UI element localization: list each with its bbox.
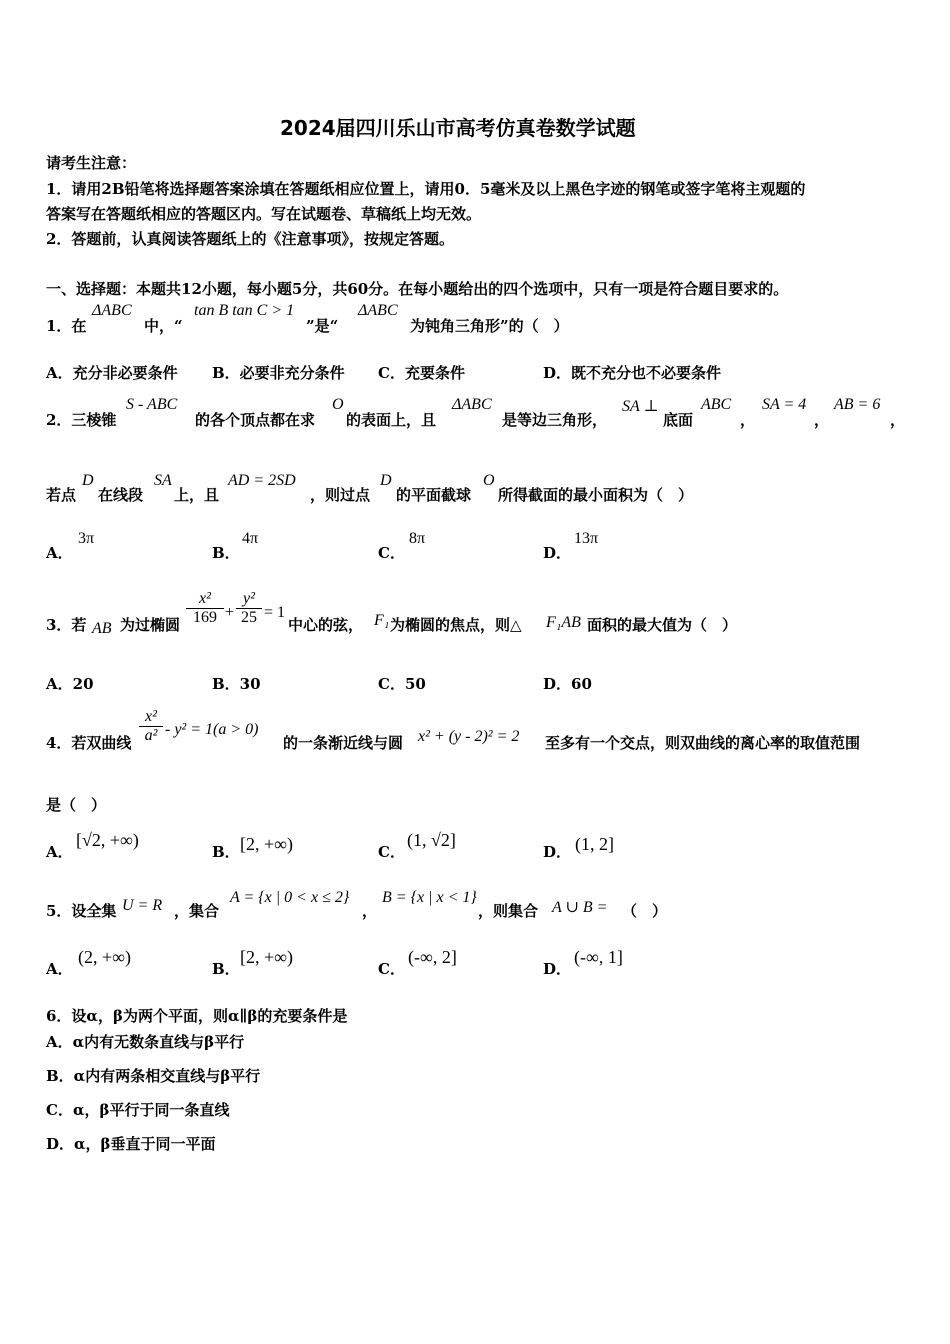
q3-text-3: 为椭圆的焦点，则△ bbox=[390, 616, 522, 634]
q2-math-o-2: O bbox=[483, 472, 495, 489]
q2-option-d-value: 13π bbox=[574, 530, 599, 547]
q4-option-b-value: [2, +∞) bbox=[240, 834, 293, 854]
q2-math-pyramid: S - ABC bbox=[126, 396, 178, 413]
q3-option-c: C．50 bbox=[378, 675, 426, 693]
notice-line-3: 2．答题前，认真阅读答题纸上的《注意事项》，按规定答题。 bbox=[46, 230, 454, 248]
q2-option-b-value: 4π bbox=[242, 530, 259, 547]
q3-text-2: 中心的弦， bbox=[288, 616, 364, 634]
q3-fraction-x bbox=[186, 590, 224, 627]
q1-option-c: C．充要条件 bbox=[378, 364, 465, 382]
q4-option-d-label: D． bbox=[543, 843, 572, 861]
q4-fraction bbox=[139, 708, 163, 745]
q2-math-abc: ABC bbox=[701, 396, 732, 413]
notice-line-2: 答案写在答题纸相应的答题区内。写在试题卷、草稿纸上均无效。 bbox=[46, 205, 482, 223]
q1-text-1: 中，“ bbox=[144, 317, 183, 335]
q2-text-1: 的各个顶点都在求 bbox=[195, 411, 316, 429]
q2-line2-f: 所得截面的最小面积为（ ） bbox=[498, 486, 694, 504]
q2-math-o: O bbox=[332, 396, 344, 413]
q2-text-4: 底面 bbox=[663, 411, 694, 429]
q4-option-b-label: B． bbox=[212, 843, 240, 861]
q4-option-a-label: A． bbox=[46, 843, 73, 861]
q6-option-b: B．α内有两条相交直线与β平行 bbox=[46, 1067, 261, 1085]
q3-math-f1ab: F₁AB bbox=[546, 614, 581, 631]
page-title: 2024届四川乐山市高考仿真卷数学试题 bbox=[280, 116, 636, 140]
q4-fraction-numerator: x² bbox=[139, 708, 163, 727]
q2-math-d-2: D bbox=[380, 472, 392, 489]
q2-option-c-label: C． bbox=[378, 544, 405, 562]
q5-text-1: ，集合 bbox=[174, 902, 220, 920]
q5-text-3: （ ） bbox=[622, 902, 668, 920]
q4-line2: 是（ ） bbox=[46, 796, 107, 814]
q2-line2-b: 在线段 bbox=[98, 486, 144, 504]
q5-comma: ， bbox=[362, 902, 378, 920]
q2-option-d-label: D． bbox=[543, 544, 572, 562]
q3-fraction-y-numerator: y² bbox=[236, 590, 262, 609]
q2-text-3: 是等边三角形， bbox=[502, 411, 608, 429]
q3-fraction-y-denominator: 25 bbox=[241, 609, 257, 626]
q3-equals: = 1 bbox=[264, 604, 286, 621]
q6-option-d: D．α，β垂直于同一平面 bbox=[46, 1135, 216, 1153]
q2-comma-3: ， bbox=[890, 411, 906, 429]
q5-option-c-value: (-∞, 2] bbox=[408, 947, 457, 967]
q1-option-b: B．必要非充分条件 bbox=[212, 364, 345, 382]
q3-fraction-x-numerator: x² bbox=[186, 590, 224, 609]
q5-math-universe: U = R bbox=[122, 897, 163, 914]
q1-prefix: 1．在 bbox=[46, 317, 87, 335]
notice-line-1: 1．请用2B铅笔将选择题答案涂填在答题纸相应位置上，请用0．5毫米及以上黑色字迹的钢笔或签字笔将主观题的 bbox=[46, 180, 806, 198]
q3-math-ab: AB bbox=[92, 620, 112, 637]
q2-math-sa: SA = 4 bbox=[762, 396, 807, 413]
q2-prefix: 2．三棱锥 bbox=[46, 411, 117, 429]
q2-math-ab: AB = 6 bbox=[834, 396, 881, 413]
q3-option-d: D．60 bbox=[543, 675, 592, 693]
q2-option-c-value: 8π bbox=[409, 530, 426, 547]
q1-math-condition: tan B tan C > 1 bbox=[194, 302, 295, 319]
q5-option-b-value: [2, +∞) bbox=[240, 947, 293, 967]
q4-math-circle: x² + (y - 2)² = 2 bbox=[418, 728, 520, 745]
q4-option-c-label: C． bbox=[378, 843, 405, 861]
q2-text-2: 的表面上，且 bbox=[346, 411, 437, 429]
q3-fraction-y bbox=[236, 590, 262, 627]
q2-line2-a: 若点 bbox=[46, 486, 77, 504]
q4-option-d-value: (1, 2] bbox=[575, 834, 614, 854]
q3-text-1: 为过椭圆 bbox=[120, 616, 181, 634]
q2-math-sa-2: SA bbox=[154, 472, 172, 489]
q5-option-c-label: C． bbox=[378, 960, 405, 978]
q3-option-a: A．20 bbox=[46, 675, 94, 693]
q5-prefix: 5．设全集 bbox=[46, 902, 117, 920]
q4-text-2: 至多有一个交点，则双曲线的离心率的取值范围 bbox=[545, 734, 861, 752]
q1-option-d: D．既不充分也不必要条件 bbox=[543, 364, 722, 382]
q4-math-hyperbola: - y² = 1(a > 0) bbox=[165, 721, 259, 738]
q5-math-set-b: B = {x | x < 1} bbox=[382, 889, 477, 906]
q4-option-a-value: [√2, +∞) bbox=[76, 830, 139, 850]
q3-text-4: 面积的最大值为（ ） bbox=[587, 616, 738, 634]
q5-option-d-label: D． bbox=[543, 960, 572, 978]
q5-math-set-a: A = {x | 0 < x ≤ 2} bbox=[230, 889, 350, 906]
q1-text-3: 为钝角三角形”的（ ） bbox=[410, 317, 569, 335]
q6-option-c: C．α，β平行于同一条直线 bbox=[46, 1101, 230, 1119]
q5-text-2: ，则集合 bbox=[478, 902, 539, 920]
q2-math-ad: AD = 2SD bbox=[228, 472, 296, 489]
q2-option-a-label: A． bbox=[46, 544, 73, 562]
q2-math-triangle: ΔABC bbox=[452, 396, 492, 413]
q5-option-b-label: B． bbox=[212, 960, 240, 978]
q4-fraction-denominator: a² bbox=[144, 727, 158, 744]
q1-text-2: ”是“ bbox=[306, 317, 339, 335]
q1-math-triangle: ΔABC bbox=[92, 302, 132, 319]
q1-math-triangle-2: ΔABC bbox=[358, 302, 398, 319]
q2-option-b-label: B． bbox=[212, 544, 240, 562]
q5-option-a-value: (2, +∞) bbox=[78, 947, 131, 967]
q2-math-perp: SA ⊥ bbox=[622, 398, 659, 415]
q4-option-c-value: (1, √2] bbox=[407, 830, 456, 850]
q2-comma-1: ， bbox=[740, 411, 756, 429]
q6-option-a: A．α内有无数条直线与β平行 bbox=[46, 1033, 245, 1051]
q2-math-d: D bbox=[82, 472, 94, 489]
notice-heading: 请考生注意： bbox=[46, 154, 137, 172]
q2-comma-2: ， bbox=[814, 411, 830, 429]
q3-plus: + bbox=[225, 604, 235, 621]
section-heading: 一、选择题：本题共12小题，每小题5分，共60分。在每小题给出的四个选项中，只有一项是符合题目要求的。 bbox=[46, 280, 789, 298]
q3-fraction-x-denominator: 169 bbox=[193, 609, 217, 626]
q2-line2-d: ，则过点 bbox=[310, 486, 371, 504]
q1-option-a: A．充分非必要条件 bbox=[46, 364, 178, 382]
q4-prefix: 4．若双曲线 bbox=[46, 734, 132, 752]
q2-line2-c: 上，且 bbox=[174, 486, 220, 504]
q5-option-a-label: A． bbox=[46, 960, 73, 978]
q2-line2-e: 的平面截球 bbox=[396, 486, 472, 504]
q4-text-1: 的一条渐近线与圆 bbox=[283, 734, 404, 752]
q3-prefix: 3．若 bbox=[46, 616, 87, 634]
q3-math-f1: F₁ bbox=[374, 612, 390, 629]
q2-option-a-value: 3π bbox=[78, 530, 95, 547]
q5-option-d-value: (-∞, 1] bbox=[574, 947, 623, 967]
q6-stem: 6．设α，β为两个平面，则α∥β的充要条件是 bbox=[46, 1007, 348, 1025]
q3-option-b: B．30 bbox=[212, 675, 261, 693]
q5-math-union: A ∪ B = bbox=[552, 899, 608, 916]
